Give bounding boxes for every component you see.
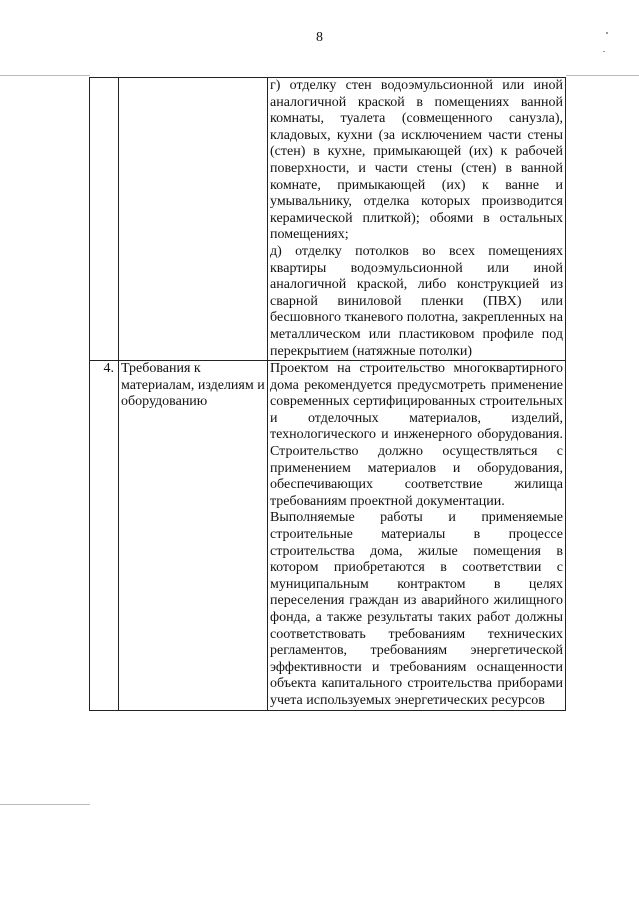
paragraph-works-compliance: Выполняемые работы и применяемые строительные материалы в процессе строительства дома, жилые помещения в котором приобретаются в соответствии с муниципальным контрактом в целях переселения граждан из аварийного жилищного фонда, а также результаты таких работ должны соответствовать требованиям технических регламентов, требованиям энергетической эффективности и требованиям оснащенности объекта капитального строительства приборами учета используемых энергетических ресурсов xyxy=(270,510,563,708)
requirements-table xyxy=(89,77,566,711)
paragraph-materials: Проектом на строительство многоквартирного дома рекомендуется предусмотреть применение современных сертифицированных строительных и отделочных материалов, изделий, технологического и инженерного оборудования. Строительство должно осуществляться с применением материалов и оборудования, обеспечивающих соответствие жилища требованиям проектной документации. xyxy=(270,361,563,509)
scan-line xyxy=(0,804,90,805)
paragraph-ceiling-finish: д) отделку потолков во всех помещениях квартиры водоэмульсионной или иной аналогичной краской, либо конструкцией из сварной виниловой пленки (ПВХ) или бесшовного тканевого полотна, закрепленных на металлическом или пластиковом профиле под перекрытием (натяжные потолки) xyxy=(270,243,563,359)
requirement-name xyxy=(119,78,268,361)
scan-line xyxy=(0,75,90,76)
table-row xyxy=(90,78,566,361)
paragraph-wall-finish: г) отделку стен водоэмульсионной или иной аналогичной краской в помещениях ванной комнаты, туалета (совмещенного санузла), кладовых, кухни (за исключением части стены (стен) в кухне, примыкающей (их) к рабочей поверхности, и части стены (стен) в ванной комнате, примыкающей (их) к ванне и умывальнику, отделка которых производится керамической плиткой); обоями в остальных помещениях; xyxy=(270,78,563,243)
requirement-text xyxy=(268,361,566,710)
table-row xyxy=(90,361,566,710)
row-number xyxy=(90,78,119,361)
requirement-text xyxy=(268,78,566,361)
row-number: 4. xyxy=(90,361,119,710)
scan-speck xyxy=(606,32,608,34)
scan-line xyxy=(566,75,639,76)
page-number: 8 xyxy=(316,30,323,45)
scan-speck xyxy=(603,51,605,52)
requirement-name: Требования к материалам, изделиям и оборудованию xyxy=(119,361,268,710)
